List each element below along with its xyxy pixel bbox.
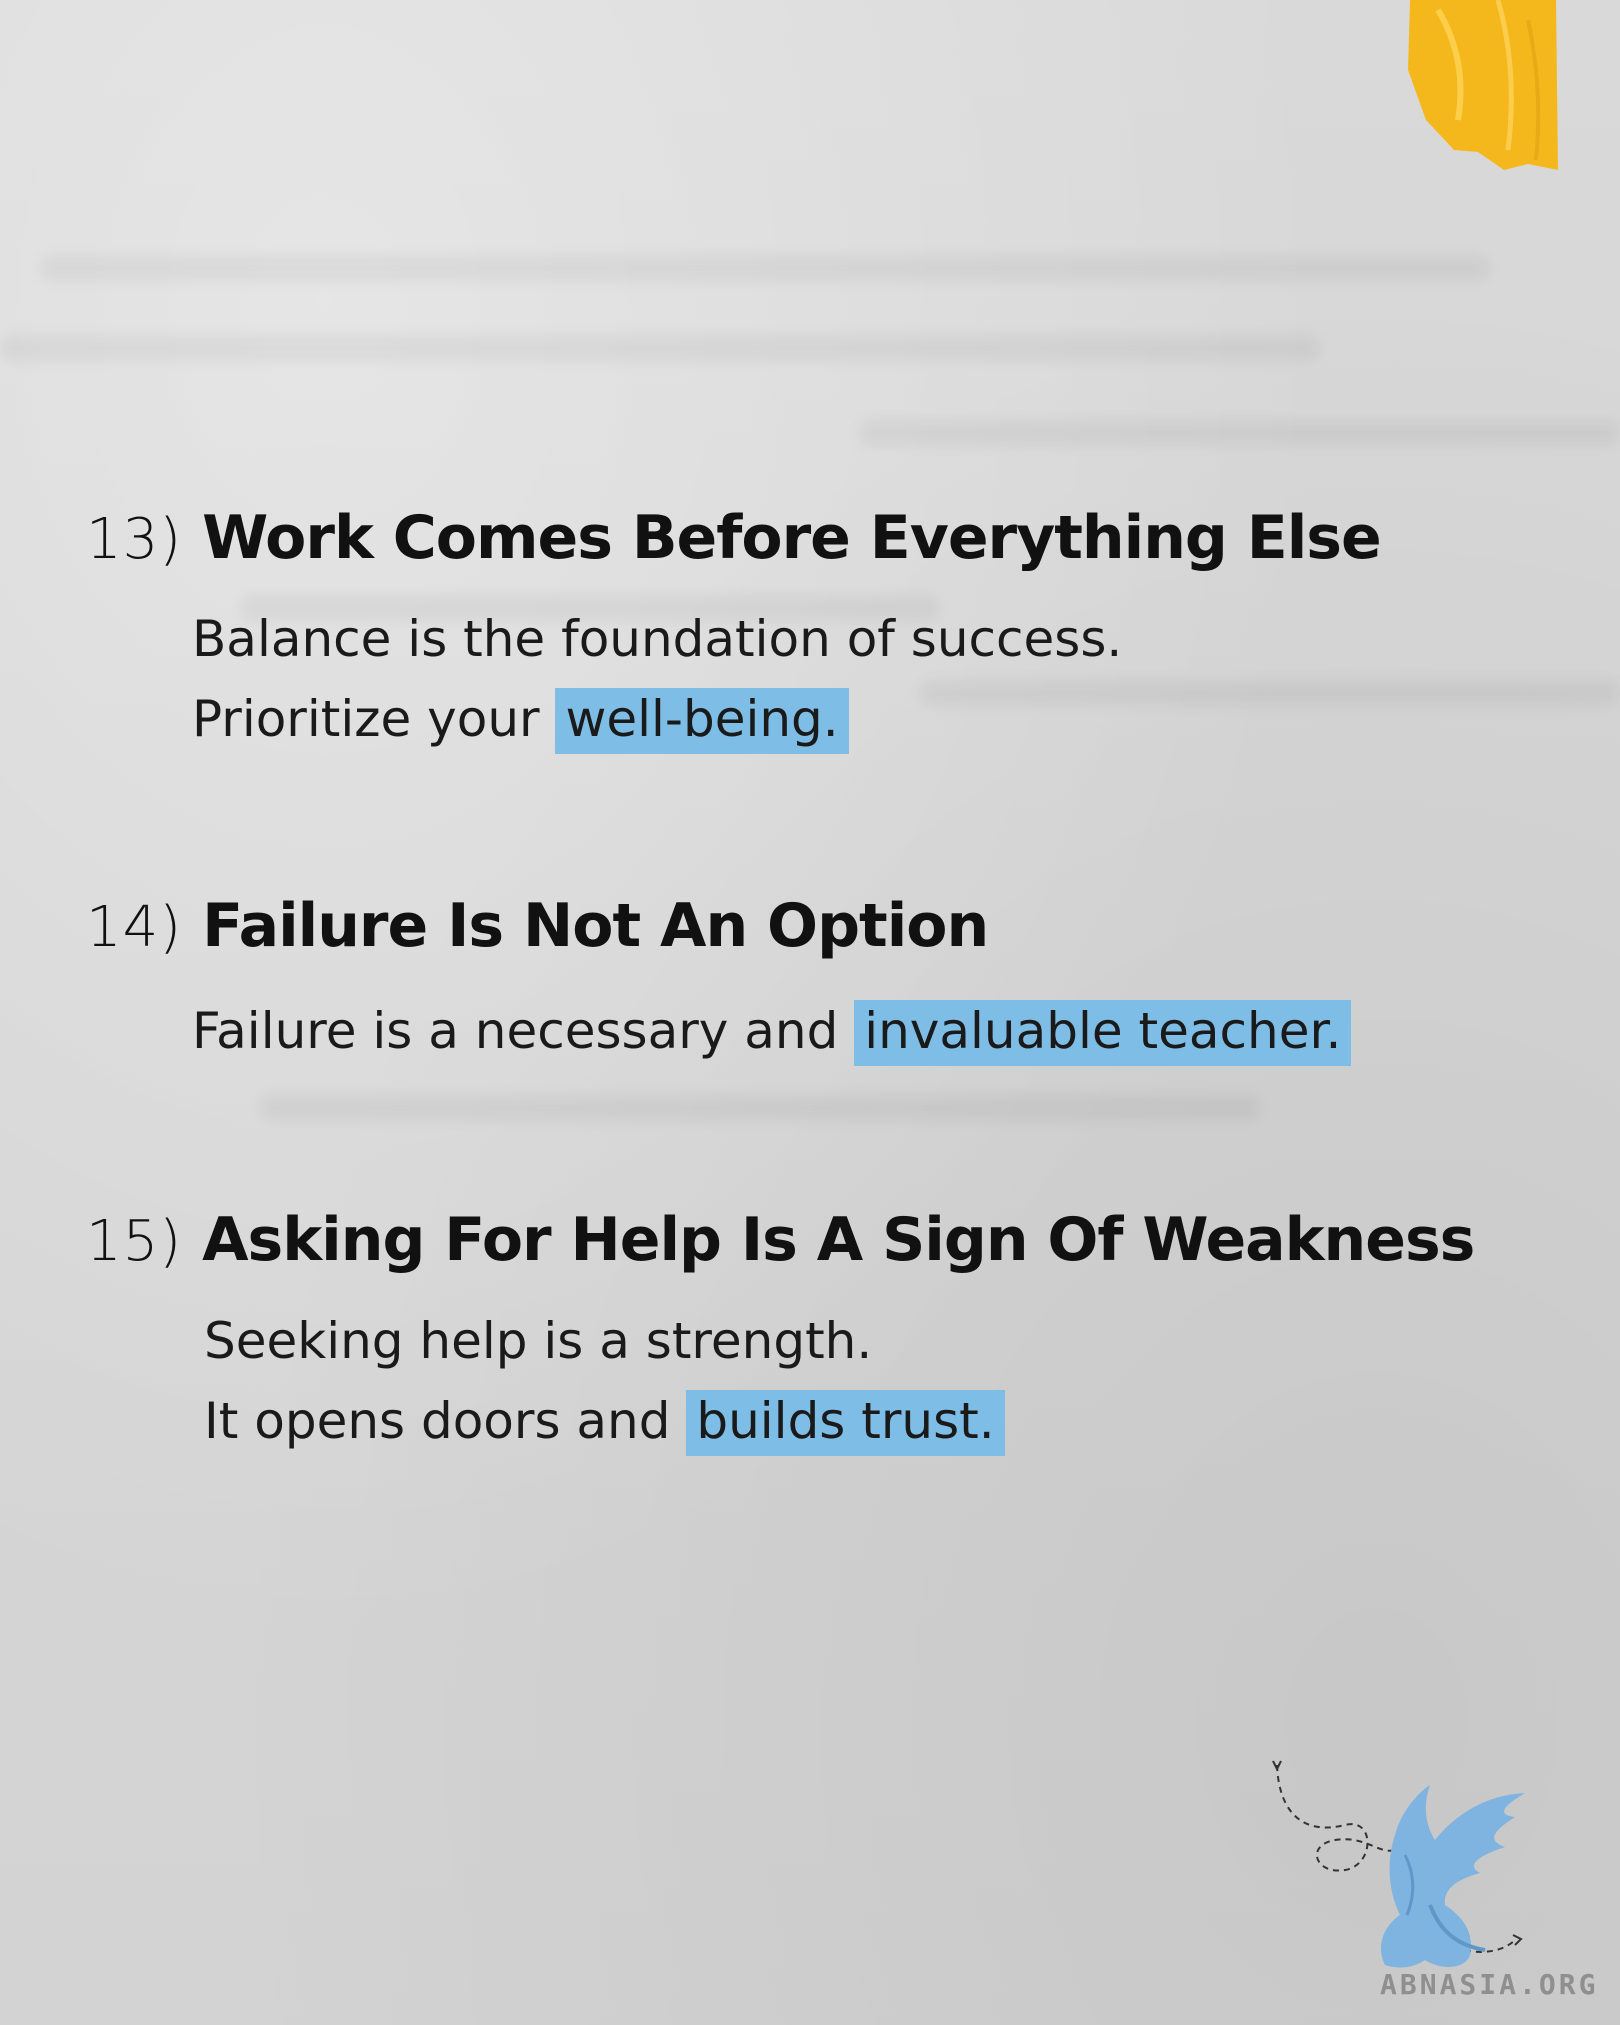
paper-texture [260, 1095, 1260, 1121]
body-line [204, 1301, 1566, 1381]
body-line [192, 599, 1566, 679]
body-line [192, 991, 1566, 1071]
body-text: Failure is a necessary and [192, 1002, 855, 1060]
body-text: Balance is the foundation of success. [192, 610, 1123, 668]
paper-texture [0, 335, 1320, 361]
paper-texture [40, 255, 1490, 281]
item-heading [86, 503, 1566, 573]
body-line [192, 679, 1566, 759]
yellow-tape-icon [1408, 0, 1560, 170]
body-text: It opens doors and [204, 1392, 687, 1450]
brand-name: ABNASIA.ORG [1380, 1968, 1599, 2001]
item-title: Failure Is Not An Option [202, 891, 989, 961]
body-line [204, 1381, 1566, 1461]
item-number: 14) [86, 895, 183, 960]
highlighted-text: invaluable teacher. [854, 1000, 1351, 1066]
item-heading [86, 1205, 1566, 1275]
myth-item-13 [86, 503, 1566, 759]
body-text: Prioritize your [192, 690, 556, 748]
item-title: Asking For Help Is A Sign Of Weakness [202, 1205, 1475, 1275]
item-title: Work Comes Before Everything Else [202, 503, 1381, 573]
item-number: 13) [86, 507, 183, 572]
highlighted-text: well-being. [555, 688, 848, 754]
paper-texture [860, 420, 1620, 446]
myth-item-15 [86, 1205, 1566, 1461]
body-text: Seeking help is a strength. [204, 1312, 873, 1370]
item-body [204, 1301, 1566, 1461]
winged-dragon-icon [1265, 1755, 1565, 1980]
item-heading [86, 891, 1566, 961]
myth-item-14 [86, 891, 1566, 1071]
item-body [192, 599, 1566, 759]
highlighted-text: builds trust. [686, 1390, 1004, 1456]
item-body [192, 991, 1566, 1071]
item-number: 15) [86, 1209, 183, 1274]
